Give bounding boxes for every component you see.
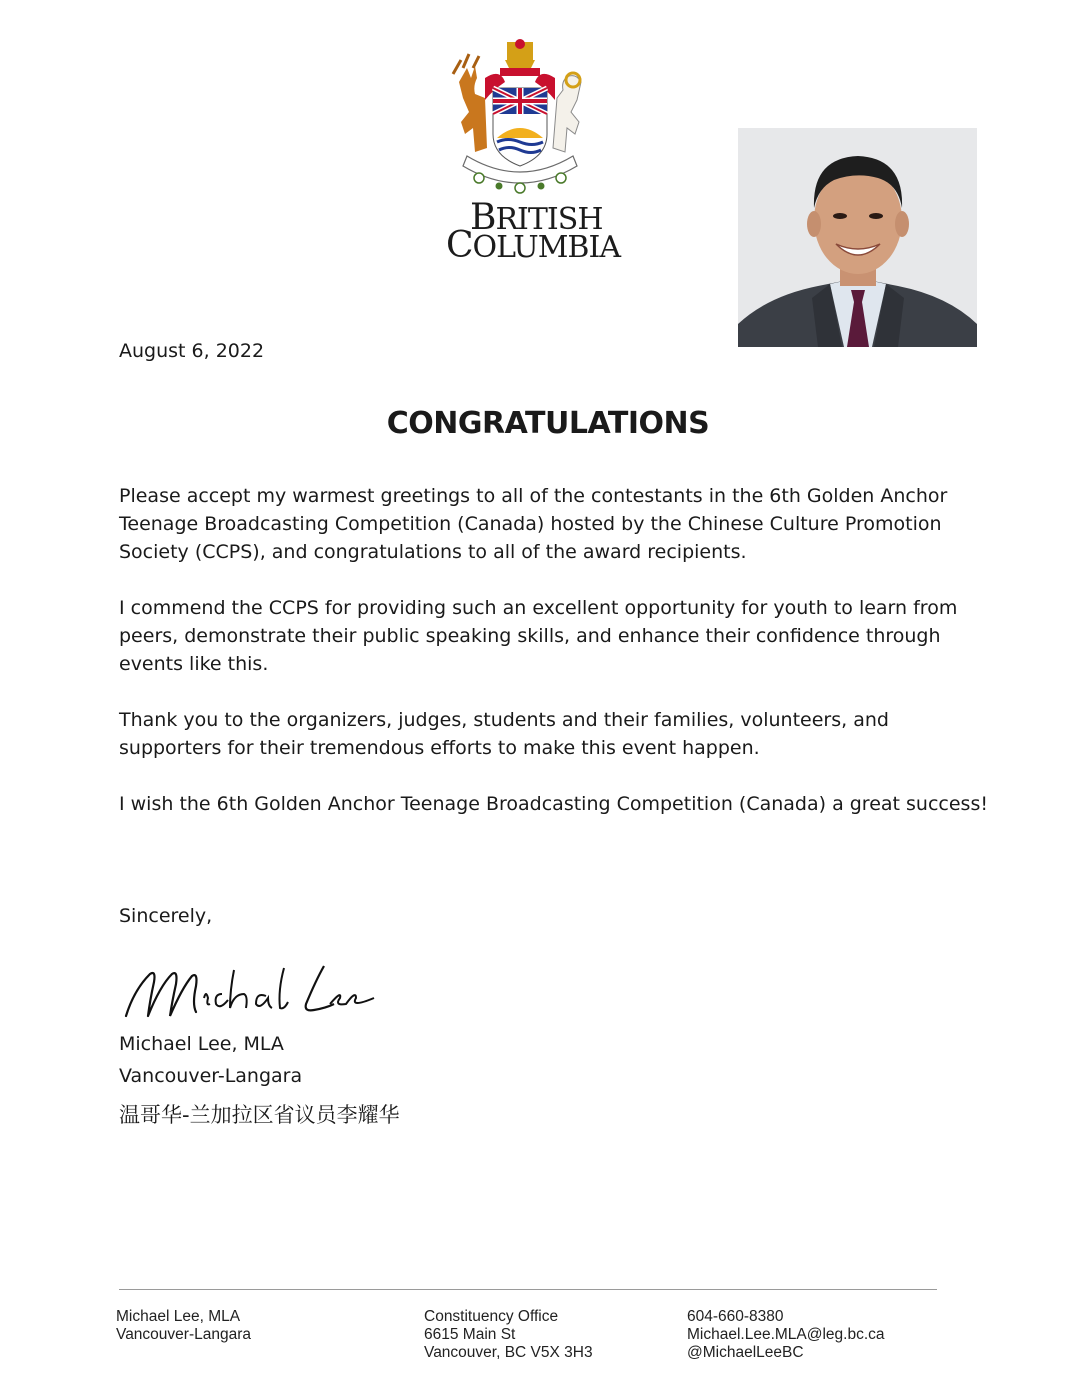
footer-social: @MichaelLeeBC <box>687 1344 804 1361</box>
letter-paragraph-1: Please accept my warmest greetings to all of the contestants in the 6th Golden Anchor Teenage Broadcasting Competition (Canada) hosted by the Chinese Culture Promotion Society (CCPS), and congratulations to all of the award recipients. <box>119 485 948 563</box>
bc-wordmark <box>446 197 620 270</box>
footer-divider <box>119 1289 937 1290</box>
letter-paragraph-3: Thank you to the organizers, judges, students and their families, volunteers, and supporters for their tremendous efforts to make this event happen. <box>119 709 889 759</box>
footer-office-label: Constituency Office <box>424 1308 559 1325</box>
letter-title: CONGRATULATIONS <box>386 406 710 441</box>
bc-coat-of-arms-icon <box>445 38 595 198</box>
wordmark-line-1: BRITISH <box>470 197 603 238</box>
letter-date: August 6, 2022 <box>119 340 265 362</box>
signer-riding: Vancouver-Langara <box>119 1065 303 1087</box>
letter-paragraph-4: I wish the 6th Golden Anchor Teenage Broadcasting Competition (Canada) a great success! <box>119 793 988 815</box>
letter-closing: Sincerely, <box>119 905 213 927</box>
footer-column-contact <box>687 1308 885 1362</box>
wordmark-line-2: COLUMBIA <box>446 225 620 266</box>
footer-riding: Vancouver-Langara <box>116 1326 251 1343</box>
portrait-photo-icon <box>738 128 977 347</box>
handwritten-signature <box>120 960 380 1022</box>
letter-paragraph-2: I commend the CCPS for providing such an excellent opportunity for youth to learn from peers, demonstrate their public speaking skills, and enhance their confidence through events like this. <box>119 597 958 675</box>
footer-phone: 604-660-8380 <box>687 1308 784 1325</box>
signer-chinese-title: 温哥华-兰加拉区省议员李耀华 <box>119 1103 400 1127</box>
footer-email: Michael.Lee.MLA@leg.bc.ca <box>687 1326 885 1343</box>
footer-column-name <box>116 1308 251 1344</box>
signer-name: Michael Lee, MLA <box>119 1033 284 1055</box>
footer-name: Michael Lee, MLA <box>116 1308 241 1325</box>
footer-street: 6615 Main St <box>424 1326 516 1343</box>
footer-column-address <box>424 1308 593 1362</box>
footer-city: Vancouver, BC V5X 3H3 <box>424 1344 593 1361</box>
